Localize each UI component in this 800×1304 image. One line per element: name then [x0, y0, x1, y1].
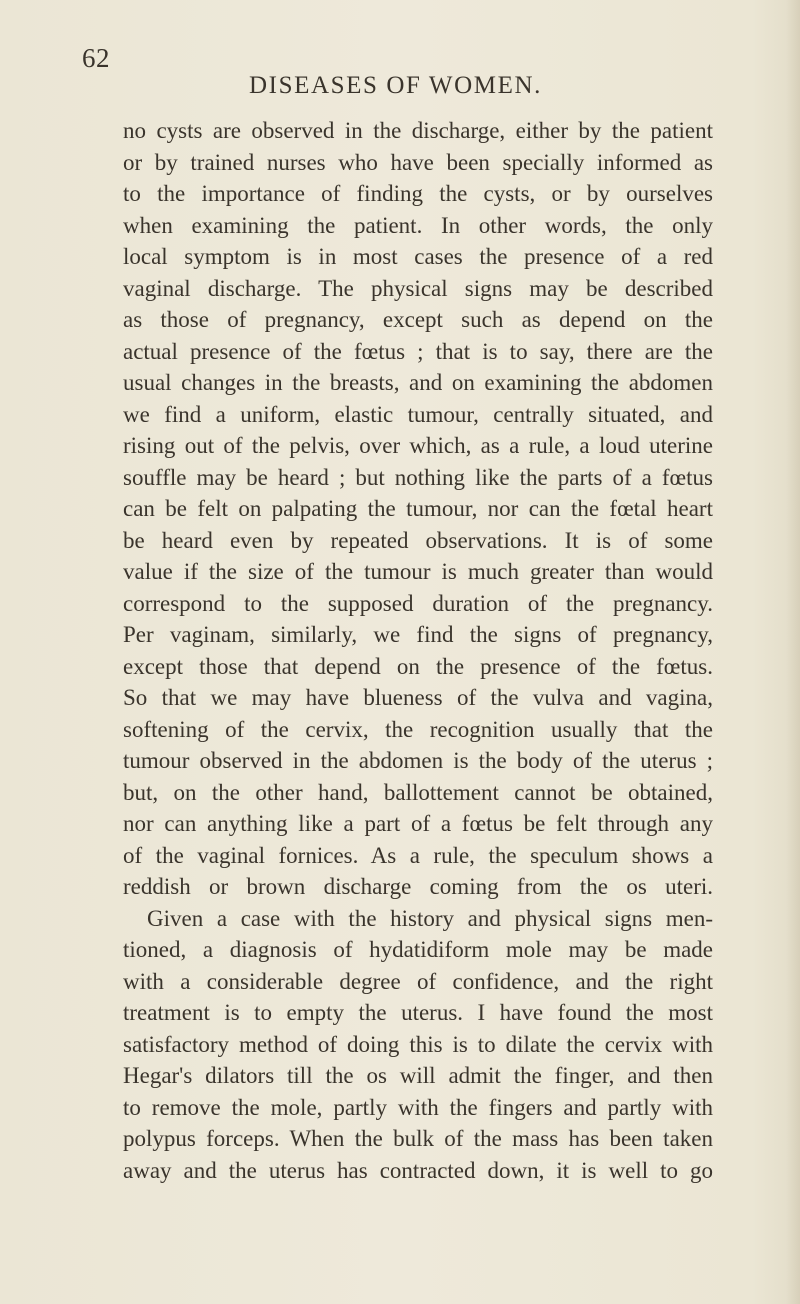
- text-line: nor can anything like a part of a fœtus be felt through any: [123, 811, 713, 836]
- text-line: local symptom is in most cases the presence of a red: [123, 244, 713, 269]
- text-line: with a considerable degree of confidence, and the right: [123, 968, 713, 994]
- text-line: as those of pregnancy, except such as depend on the: [123, 307, 713, 332]
- text-line: can be felt on palpating the tumour, nor can the fœtal heart: [123, 496, 713, 521]
- text-line: or by trained nurses who have been specially informed as: [123, 149, 713, 175]
- text-line: actual presence of the fœtus ; that is to say, there are the: [123, 338, 713, 364]
- text-line: softening of the cervix, the recognition usually that the: [123, 716, 713, 742]
- text-line: when examining the patient. In other words, the only: [123, 212, 713, 238]
- text-line: to remove the mole, partly with the fingers and partly with: [123, 1094, 713, 1120]
- text-line: but, on the other hand, ballottement cannot be obtained,: [123, 779, 713, 805]
- text-line: correspond to the supposed duration of the pregnancy.: [123, 590, 713, 616]
- text-line: souffle may be heard ; but nothing like the parts of a fœtus: [123, 464, 713, 490]
- text-line: tumour observed in the abdomen is the body of the uterus ;: [123, 748, 713, 773]
- text-line: satisfactory method of doing this is to dilate the cervix with: [123, 1031, 713, 1057]
- text-line: away and the uterus has contracted down, it is well to go: [123, 1157, 713, 1183]
- text-line: of the vaginal fornices. As a rule, the speculum shows a: [123, 842, 713, 868]
- text-line: rising out of the pelvis, over which, as a rule, a loud uterine: [123, 433, 713, 458]
- text-line: polypus forceps. When the bulk of the mass has been taken: [123, 1126, 713, 1151]
- text-line: be heard even by repeated observations. It is of some: [123, 527, 713, 553]
- text-line: value if the size of the tumour is much greater than would: [123, 559, 713, 584]
- body-text: [123, 115, 713, 1186]
- text-line: So that we may have blueness of the vulva and vagina,: [123, 685, 713, 710]
- text-line: we find a uniform, elastic tumour, centrally situated, and: [123, 401, 713, 427]
- page-number: 62: [82, 43, 110, 73]
- running-title: DISEASES OF WOMEN.: [249, 72, 542, 99]
- text-line: no cysts are observed in the discharge, either by the patient: [123, 118, 713, 143]
- page-edge-shadow: [786, 0, 800, 1304]
- paragraph-start-line: Given a case with the history and physical signs men-: [147, 905, 713, 931]
- text-line: treatment is to empty the uterus. I have found the most: [123, 1000, 713, 1025]
- text-line: Hegar's dilators till the os will admit the finger, and then: [123, 1063, 713, 1088]
- text-line: except those that depend on the presence of the fœtus.: [123, 653, 713, 679]
- text-line: vaginal discharge. The physical signs may be described: [123, 275, 713, 301]
- text-line: to the importance of finding the cysts, or by ourselves: [123, 181, 713, 206]
- text-line: tioned, a diagnosis of hydatidiform mole may be made: [123, 937, 713, 962]
- text-line: reddish or brown discharge coming from the os uteri.: [123, 874, 713, 899]
- text-line: Per vaginam, similarly, we find the signs of pregnancy,: [123, 622, 713, 647]
- text-line: usual changes in the breasts, and on examining the abdomen: [123, 370, 713, 395]
